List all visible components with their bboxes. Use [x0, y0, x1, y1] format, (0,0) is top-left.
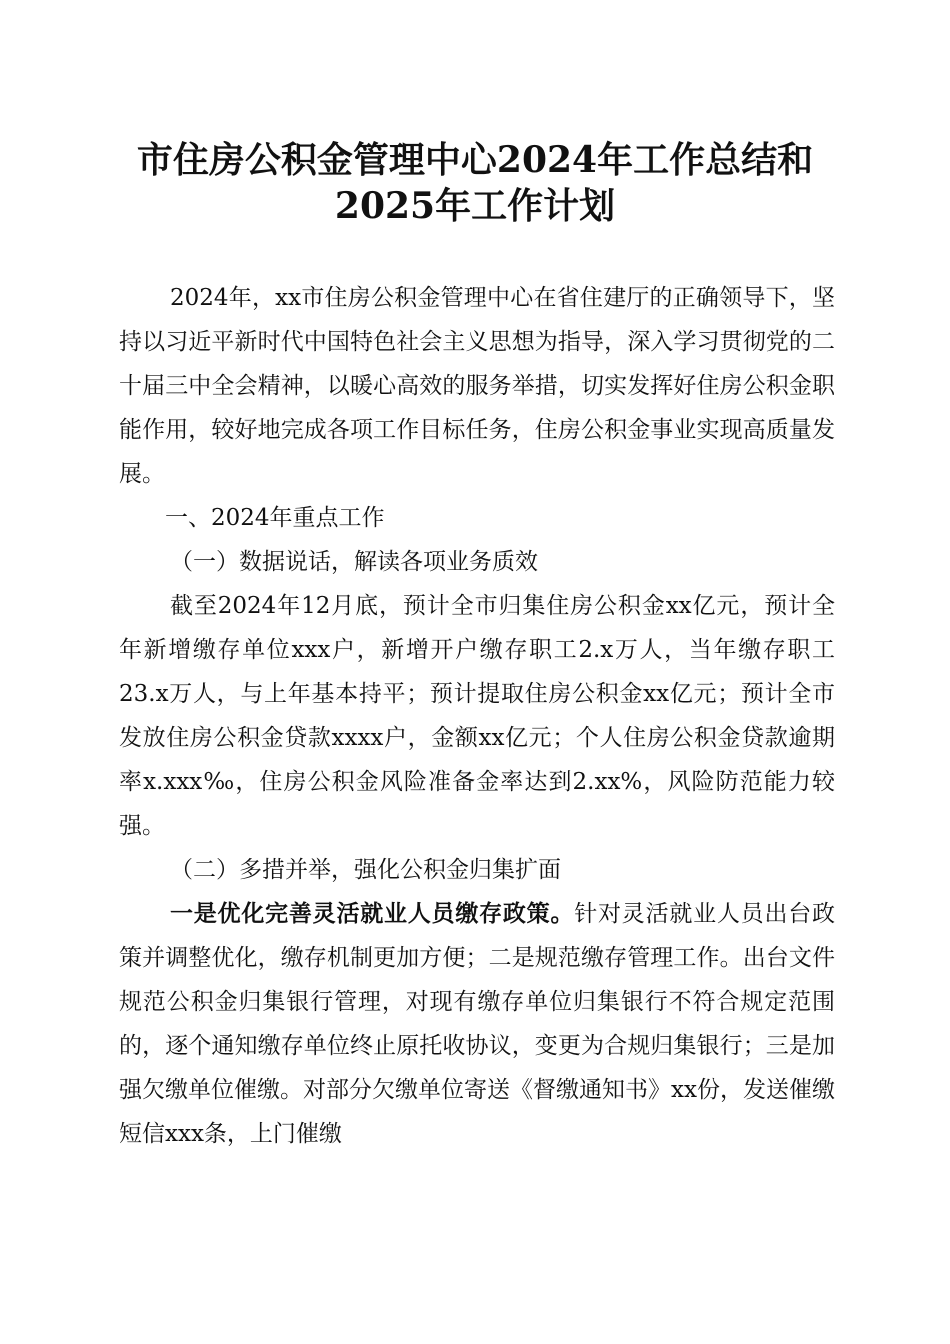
document-title-line-1: 市住房公积金管理中心2024年工作总结和 [136, 139, 814, 181]
section-heading-1: 一、2024年重点工作 [165, 505, 385, 531]
measures-paragraph [119, 892, 835, 1156]
document-title-line-2: 2025年工作计划 [334, 185, 616, 227]
measures-lead-text: 一是优化完善灵活就业人员缴存政策。 [170, 900, 575, 927]
data-summary-paragraph: 截至2024年12月底，预计全市归集住房公积金xx亿元，预计全年新增缴存单位xxx户，新增开户缴存职工2.x万人，当年缴存职工23.x万人，与上年基本持平；预计提取住房公积金xx亿元；预计全市发放住房公积金贷款xxxx户，金额xx亿元；个人住房公积金贷款逾期率x.xxx‰，住房公积金风险准备金率达到2.xx%，风险防范能力较强。 [119, 593, 835, 839]
subsection-heading-2: （二）多措并举，强化公积金归集扩面 [170, 857, 561, 883]
subsection-heading-1: （一）数据说话，解读各项业务质效 [170, 549, 538, 575]
measures-body-text: 针对灵活就业人员出台政策并调整优化，缴存机制更加方便；二是规范缴存管理工作。出台文件规范公积金归集银行管理，对现有缴存单位归集银行不符合规定范围的，逐个通知缴存单位终止原托收协议，变更为合规归集银行；三是加强欠缴单位催缴。对部分欠缴单位寄送《督缴通知书》xx份，发送催缴短信xxx条，上门催缴 [119, 901, 836, 1147]
intro-paragraph: 2024年，xx市住房公积金管理中心在省住建厅的正确领导下，坚持以习近平新时代中国特色社会主义思想为指导，深入学习贯彻党的二十届三中全会精神，以暖心高效的服务举措，切实发挥好住房公积金职能作用，较好地完成各项工作目标任务，住房公积金事业实现高质量发展。 [119, 285, 835, 487]
document-body [119, 276, 835, 1156]
